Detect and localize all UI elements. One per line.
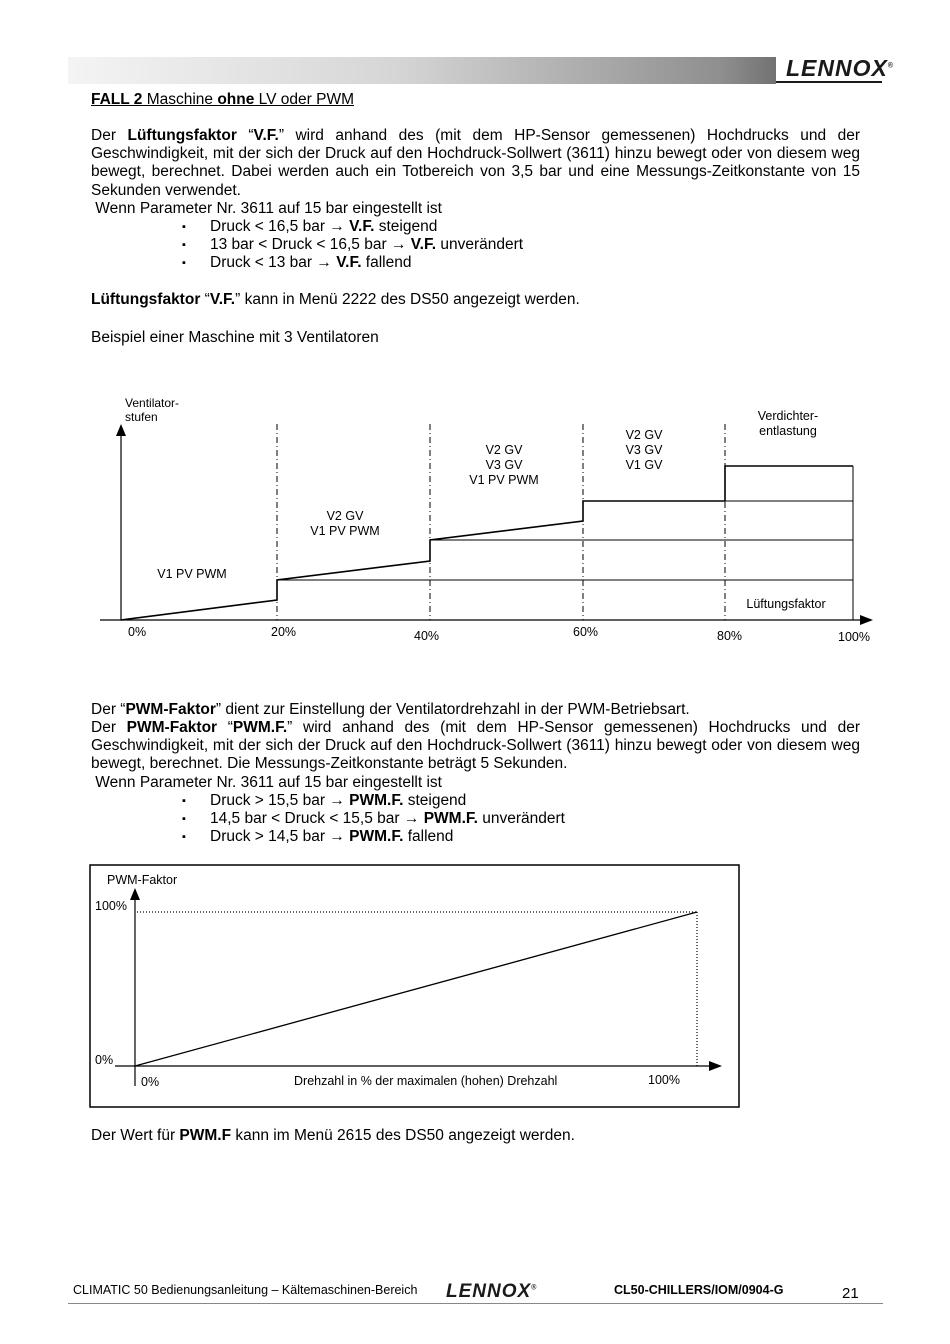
- footer-rule: [68, 1303, 883, 1304]
- paragraph-vf-menu: Lüftungsfaktor “V.F.” kann in Menü 2222 des DS50 angezeigt werden.: [91, 291, 580, 308]
- pwm-factor-line: [135, 912, 697, 1066]
- y-tick-100: 100%: [95, 899, 127, 913]
- x-tick-0: 0%: [141, 1075, 160, 1089]
- paragraph-pwm-menu: Der Wert für PWM.F kann im Menü 2615 des DS50 angezeigt werden.: [91, 1127, 575, 1144]
- list-item: ▪ Druck < 13 bar → V.F. fallend: [182, 254, 523, 272]
- arrow-right-icon: →: [329, 792, 345, 809]
- header-logo-underline: [776, 81, 882, 83]
- x-tick-100: 100%: [648, 1073, 680, 1087]
- list-item: ▪ Druck > 15,5 bar → PWM.F. steigend: [182, 792, 565, 810]
- paragraph-example-caption: Beispiel einer Maschine mit 3 Ventilatoren: [91, 329, 379, 346]
- list-item: ▪ 14,5 bar < Druck < 15,5 bar → PWM.F. unverändert: [182, 810, 565, 828]
- parameter-line-vf: Wenn Parameter Nr. 3611 auf 15 bar eingestellt ist: [91, 200, 442, 217]
- list-item: ▪ Druck > 14,5 bar → PWM.F. fallend: [182, 828, 565, 846]
- stage-5-label-line2: entlastung: [759, 424, 817, 438]
- y-axis-label-line1: Ventilator-: [125, 396, 180, 410]
- list-item: ▪ 13 bar < Druck < 16,5 bar → V.F. unverändert: [182, 236, 523, 254]
- x-axis-arrow-icon: [860, 615, 873, 625]
- x-tick-20: 20%: [271, 625, 297, 639]
- paragraph-pwm-intro: Der “PWM-Faktor” dient zur Einstellung der Ventilatordrehzahl in der PWM-Betriebsart.: [91, 701, 690, 718]
- arrow-right-icon: →: [316, 254, 332, 272]
- pwm-factor-chart: [89, 864, 742, 1110]
- section-title: FALL 2 Maschine ohne LV oder PWM: [91, 91, 355, 108]
- y-axis-label-line2: stufen: [125, 410, 158, 424]
- x-tick-100: 100%: [838, 630, 870, 644]
- parameter-line-pwm: Wenn Parameter Nr. 3611 auf 15 bar eingestellt ist: [91, 774, 442, 791]
- list-item: ▪ Druck < 16,5 bar → V.F. steigend: [182, 218, 523, 236]
- y-axis-arrow-icon: [130, 888, 140, 900]
- stage-2-label-line2: V1 PV PWM: [310, 524, 380, 538]
- footer-document-code: CL50-CHILLERS/IOM/0904-G: [614, 1283, 784, 1297]
- paragraph-vf-description: Der Lüftungsfaktor “V.F.” wird anhand des (mit dem HP-Sensor gemessenen) Hochdrucks und der Geschwindigkeit, mit der sich der Druck auf den Hochdruck-Sollwert (3611) hinzu bewegt oder von diesem weg bewegt, berechnet. Dabei werden auch ein Totbereich von 3,5 bar und eine Messungs-Zeitkonstante von 15 Sekunden verwendet.: [91, 127, 860, 199]
- x-tick-0: 0%: [128, 625, 147, 639]
- y-tick-0: 0%: [95, 1053, 114, 1067]
- stage-3-label-line3: V1 PV PWM: [469, 473, 539, 487]
- x-tick-60: 60%: [573, 625, 599, 639]
- y-axis-label: PWM-Faktor: [107, 873, 178, 887]
- stage-4-label-line2: V3 GV: [625, 443, 663, 457]
- x-axis-arrow-icon: [709, 1061, 722, 1071]
- x-tick-40: 40%: [414, 629, 440, 643]
- stage-2-label-line1: V2 GV: [326, 509, 364, 523]
- fan-stage-chart: [0, 380, 950, 650]
- pwm-bullet-list: [182, 792, 565, 847]
- header-logo: LENNOX®: [786, 55, 895, 81]
- stage-4-label-line3: V1 GV: [625, 458, 663, 472]
- footer-manual-title: CLIMATIC 50 Bedienungsanleitung – Kältemaschinen-Bereich: [73, 1283, 418, 1297]
- paragraph-pwm-description: Der PWM-Faktor “PWM.F.” wird anhand des (mit dem HP-Sensor gemessenen) Hochdrucks und der Geschwindigkeit, mit der sich der Druck auf den Hochdruck-Sollwert (3611) hinzu bewegt oder von diesem weg bewegt, berechnet. Die Messungs-Zeitkonstante beträgt 5 Sekunden.: [91, 719, 860, 773]
- arrow-right-icon: →: [390, 236, 407, 254]
- y-axis-arrow-icon: [116, 424, 126, 436]
- arrow-right-icon: →: [329, 828, 345, 846]
- page-number: 21: [842, 1285, 859, 1302]
- arrow-right-icon: →: [403, 810, 420, 828]
- footer-logo: LENNOX®: [446, 1281, 538, 1302]
- stage-1-label: V1 PV PWM: [157, 567, 227, 581]
- stage-3-label-line2: V3 GV: [485, 458, 523, 472]
- x-tick-80: 80%: [717, 629, 743, 643]
- header-gradient-bar: [68, 57, 883, 84]
- fan-stage-curve: [121, 466, 853, 620]
- stage-4-label-line1: V2 GV: [625, 428, 663, 442]
- x-axis-label: Drehzahl in % der maximalen (hohen) Drehzahl: [294, 1074, 558, 1088]
- vf-bullet-list: [182, 218, 523, 273]
- chart-frame: [90, 865, 739, 1107]
- stage-5-label-line1: Verdichter-: [757, 409, 819, 423]
- arrow-right-icon: →: [329, 218, 345, 235]
- stage-3-label-line1: V2 GV: [485, 443, 523, 457]
- x-axis-label: Lüftungsfaktor: [746, 597, 826, 611]
